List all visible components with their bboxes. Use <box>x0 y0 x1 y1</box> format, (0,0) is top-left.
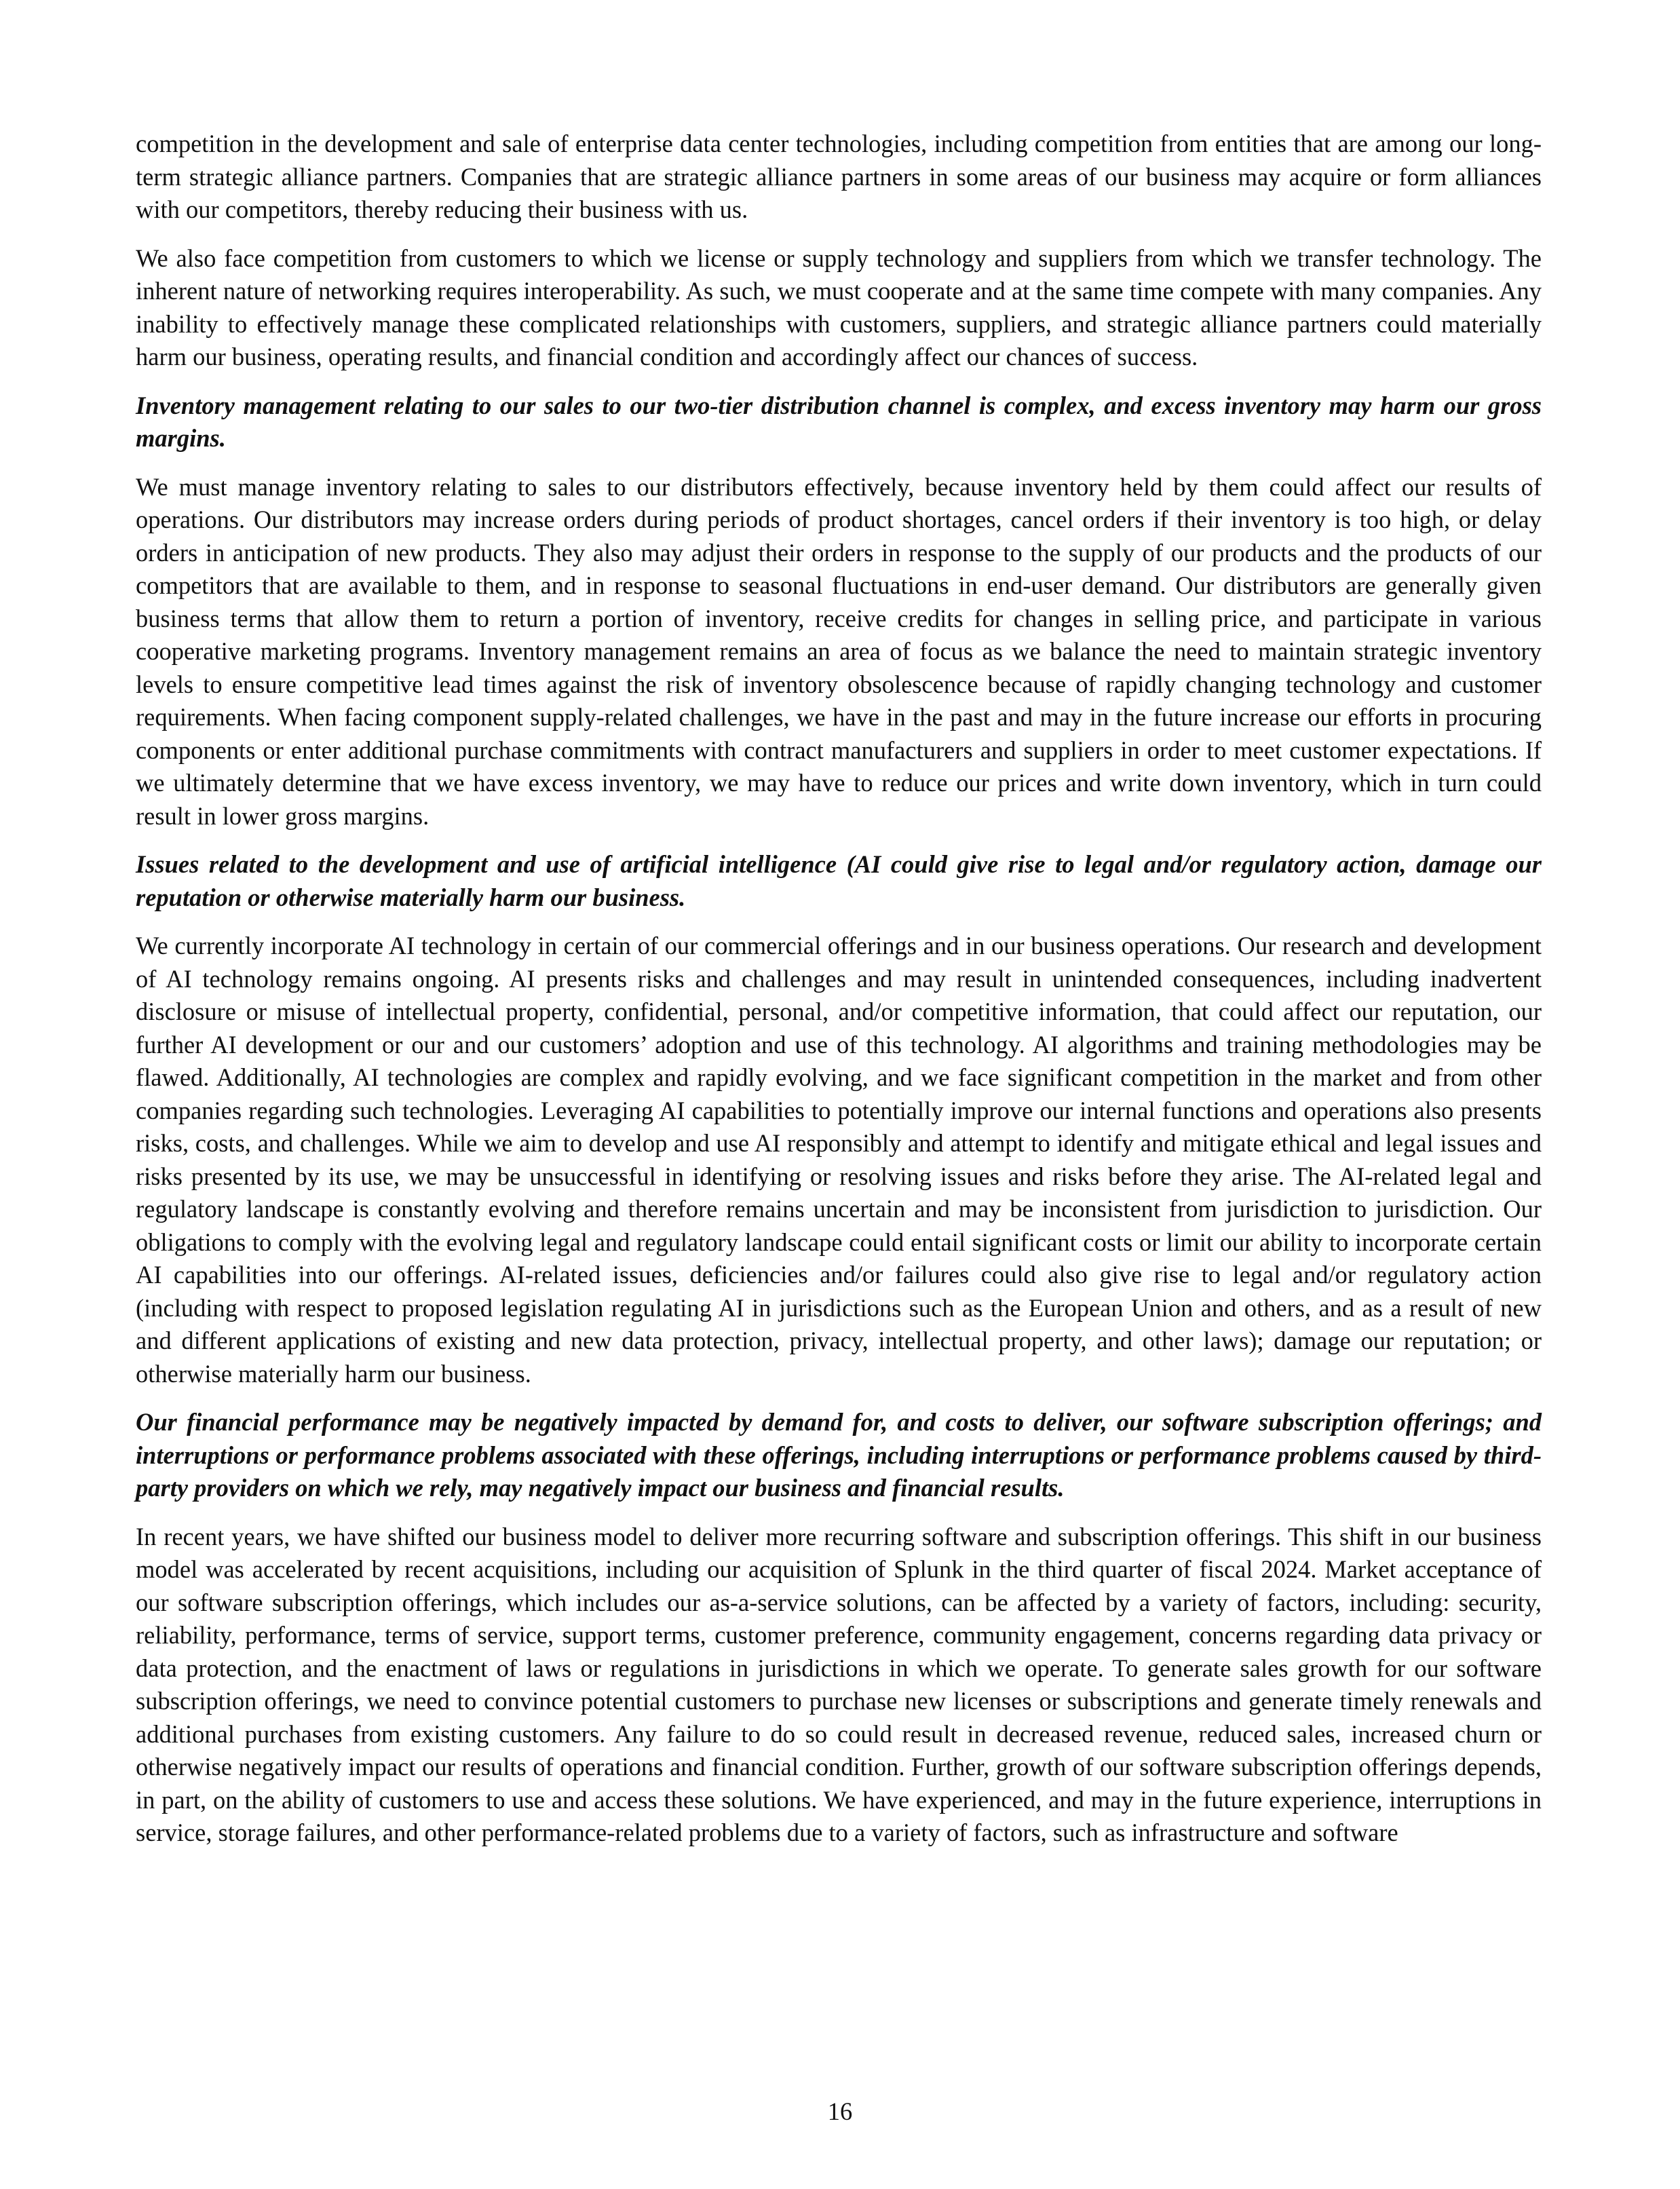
paragraph-software-subscription: In recent years, we have shifted our business model to deliver more recurring software and subscription offerings. This shift in our business model was accelerated by recent acquisitions, including our acquisition of Splunk in the third quarter of fiscal 2024. Market acceptance of our software subscription offerings, which includes our as-a-service solutions, can be affected by a variety of factors, including: security, reliability, performance, terms of service, support terms, customer preference, community engagement, concerns regarding data privacy or data protection, and the enactment of laws or regulations in jurisdictions in which we operate. To generate sales growth for our software subscription offerings, we need to convince potential customers to purchase new licenses or subscriptions and generate timely renewals and additional purchases from existing customers. Any failure to do so could result in decreased revenue, reduced sales, increased churn or otherwise negatively impact our results of operations and financial condition. Further, growth of our software subscription offerings depends, in part, on the ability of customers to use and access these solutions. We have experienced, and may in the future experience, interruptions in service, storage failures, and other performance-related problems due to a variety of factors, such as infrastructure and software <box>136 1522 1542 1846</box>
paragraph-customer-supplier-competition: We also face competition from customers to which we license or supply technology and suppliers from which we transfer technology. The inherent nature of networking requires interoperability. As such, we must cooperate and at the same time compete with many companies. Any inability to effectively manage these complicated relationships with customers, suppliers, and strategic alliance partners could materially harm our business, operating results, and financial condition and accordingly affect our chances of success. <box>136 244 1542 370</box>
paragraph-competition-alliances: competition in the development and sale of enterprise data center technologies, including competition from entities that are among our long-term strategic alliance partners. Companies that are strategic alliance partners in some areas of our business may acquire or form alliances with our competitors, thereby reducing their business with us. <box>136 130 1542 223</box>
paragraph-inventory-management: We must manage inventory relating to sales to our distributors effectively, because inventory held by them could affect our results of operations. Our distributors may increase orders during periods of product shortages, cancel orders if their inventory is too high, or delay orders in anticipation of new products. They also may adjust their orders in response to the supply of our products and the products of our competitors that are available to them, and in response to seasonal fluctuations in end-user demand. Our distributors are generally given business terms that allow them to return a portion of inventory, receive credits for changes in selling price, and participate in various cooperative marketing programs. Inventory management remains an area of focus as we balance the need to maintain strategic inventory levels to ensure competitive lead times against the risk of inventory obsolescence because of rapidly changing technology and customer requirements. When facing component supply-related challenges, we have in the past and may in the future increase our efforts in procuring components or enter additional purchase commitments with contract manufacturers and suppliers in order to meet customer expectations. If we ultimately determine that we have excess inventory, we may have to reduce our prices and write down inventory, which in turn could result in lower gross margins. <box>136 472 1542 830</box>
paragraph-artificial-intelligence: We currently incorporate AI technology in certain of our commercial offerings and in our business operations. Our research and development of AI technology remains ongoing. AI presents risks and challenges and may result in unintended consequences, including inadvertent disclosure or misuse of intellectual property, confidential, personal, and/or competitive information, that could affect our reputation, our further AI development or our and our customers’ adoption and use of this technology. AI algorithms and training methodologies may be flawed. Additionally, AI technologies are complex and rapidly evolving, and we face significant competition in the market and from other companies regarding such technologies. Leveraging AI capabilities to potentially improve our internal functions and operations also presents risks, costs, and challenges. While we aim to develop and use AI responsibly and attempt to identify and mitigate ethical and legal issues and risks presented by its use, we may be unsuccessful in identifying or resolving issues and risks before they arise. The AI-related legal and regulatory landscape is constantly evolving and therefore remains uncertain and may be inconsistent from jurisdiction to jurisdiction. Our obligations to comply with the evolving legal and regulatory landscape could entail significant costs or limit our ability to incorporate certain AI capabilities into our offerings. AI-related issues, deficiencies and/or failures could also give rise to legal and/or regulatory action (including with respect to proposed legislation regulating AI in jurisdictions such as the European Union and others, and as a result of new and different applications of existing and new data protection, privacy, intellectual property, and other laws); damage our reputation; or otherwise materially harm our business. <box>136 932 1542 1388</box>
heading-software-subscription: Our financial performance may be negatively impacted by demand for, and costs to deliver, our software subscription offerings; and interruptions or performance problems associated with these offerings, including interruptions or performance problems caused by third-party providers on which we rely, may negatively impact our business and financial results. <box>136 1408 1542 1502</box>
heading-artificial-intelligence: Issues related to the development and use of artificial intelligence (AI could give rise to legal and/or regulatory action, damage our reputation or otherwise materially harm our business. <box>136 850 1542 911</box>
heading-inventory-management: Inventory management relating to our sales to our two-tier distribution channel is complex, and excess inventory may harm our gross margins. <box>136 391 1542 452</box>
document-page <box>136 128 1542 1865</box>
page-number: 16 <box>827 2097 853 2125</box>
